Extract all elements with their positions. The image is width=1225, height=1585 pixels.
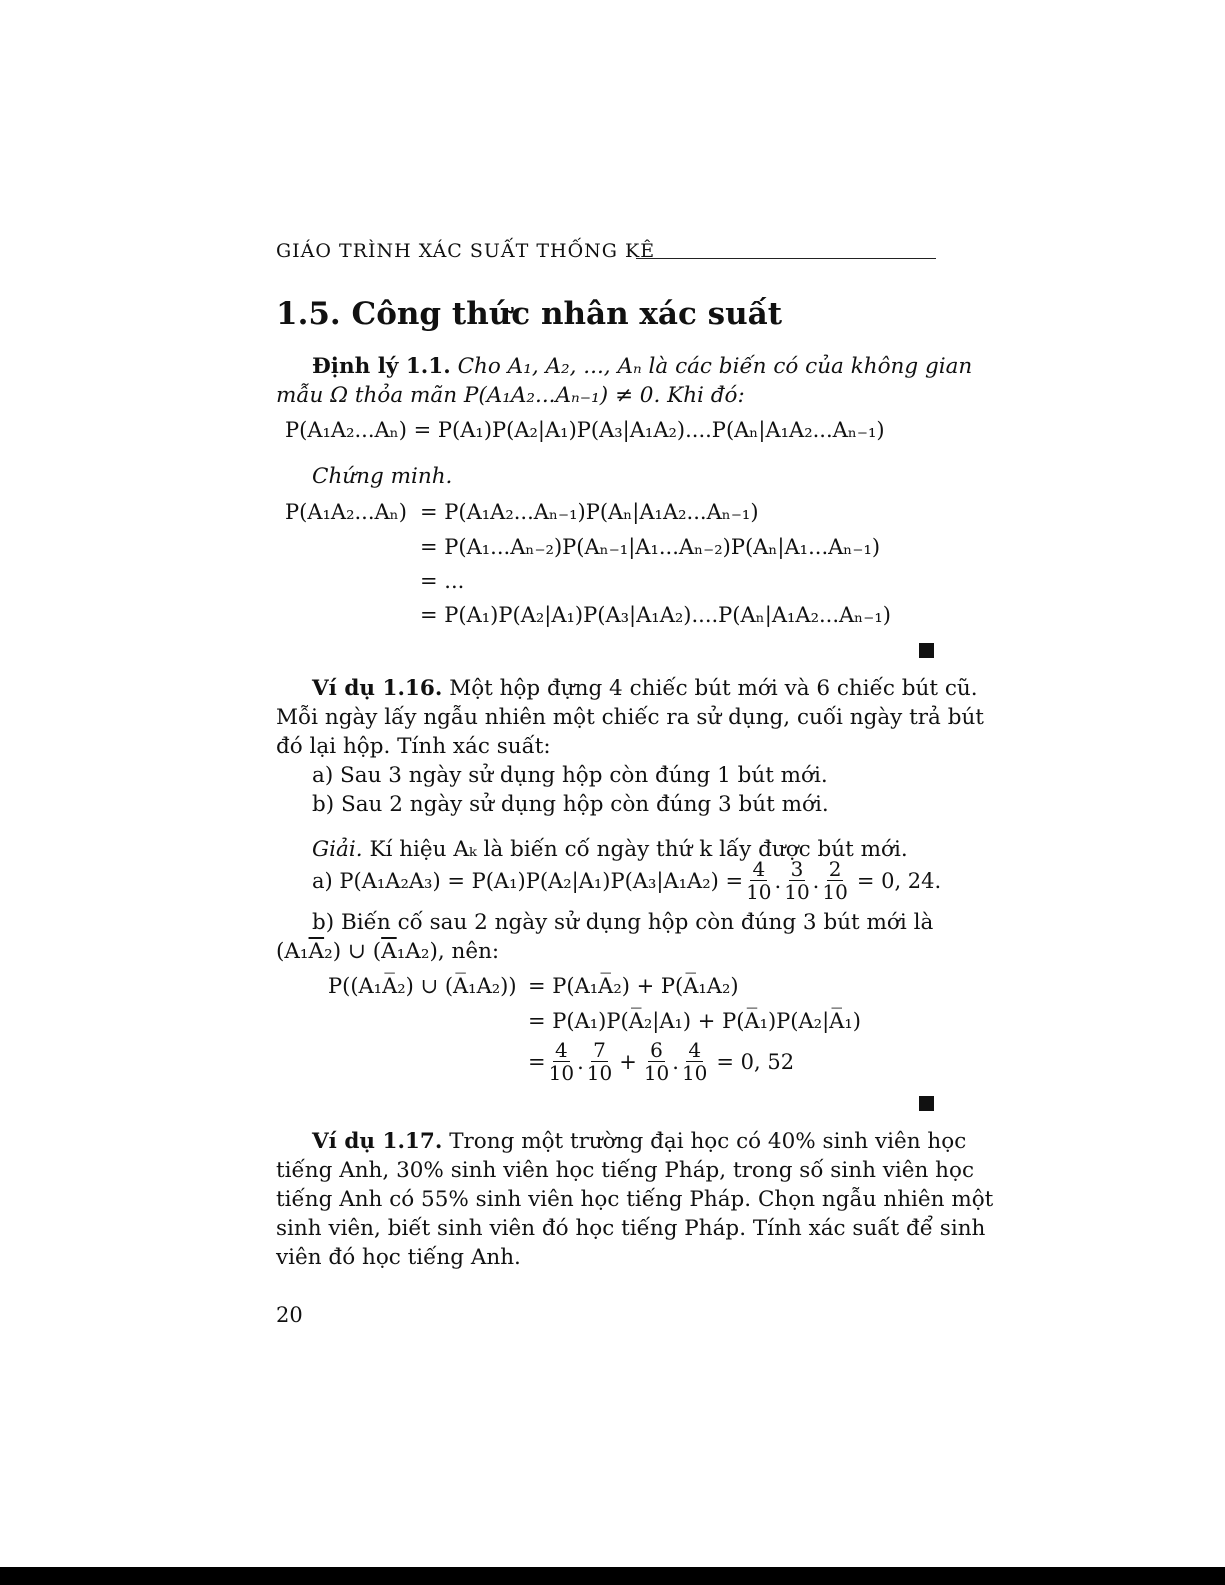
proof-line-4: = P(A₁)P(A₂|A₁)P(A₃|A₁A₂)....P(Aₙ|A₁A₂...Aₙ₋₁) bbox=[420, 603, 891, 627]
scan-bottom-edge bbox=[0, 1567, 1225, 1585]
fraction-denominator: 10 bbox=[681, 1061, 708, 1085]
solution-label: Giải. bbox=[312, 837, 363, 862]
fraction-denominator: 10 bbox=[784, 880, 810, 904]
proof-label: Chứng minh. bbox=[312, 464, 453, 489]
fraction bbox=[820, 858, 849, 903]
eq-line-3: = $\frac{4}{10}$ . $\frac{7}{10}$ + $\frac{6}{10}$ . $\frac{4}{10}$ = 0, 52 bbox=[528, 1038, 795, 1085]
fraction-denominator: 10 bbox=[586, 1061, 613, 1085]
example-17-text-5: viên đó học tiếng Anh. bbox=[276, 1245, 521, 1270]
fraction bbox=[547, 1039, 576, 1084]
fraction-numerator: 3 bbox=[790, 857, 804, 881]
example-17-line-1 bbox=[312, 1127, 966, 1156]
theorem-text-2: mẫu Ω thỏa mãn P(A₁A₂...Aₙ₋₁) ≠ 0. Khi đó: bbox=[276, 383, 745, 408]
example-17-text-1: Trong một trường đại học có 40% sinh viên học bbox=[449, 1129, 967, 1154]
solution-text: Kí hiệu Aₖ là biến cố ngày thứ k lấy được bút mới. bbox=[369, 837, 908, 862]
part-b-overline-a1: $\overline{A}$ bbox=[381, 939, 397, 964]
fraction-denominator: 10 bbox=[548, 1061, 575, 1085]
fraction-numerator: 4 bbox=[688, 1038, 702, 1062]
eq-line-2: = P(A₁)P(A̅₂|A₁) + P(A̅₁)P(A₂|A̅₁) bbox=[528, 1009, 861, 1033]
example-16-item-a: a) Sau 3 ngày sử dụng hộp còn đúng 1 bút mới. bbox=[312, 763, 828, 788]
running-header: GIÁO TRÌNH XÁC SUẤT THỐNG KÊ bbox=[276, 240, 656, 262]
proof-lhs: P(A₁A₂...Aₙ) bbox=[285, 500, 407, 524]
part-b-seg: ₂) ∪ ( bbox=[324, 939, 382, 964]
eq-lhs: P((A₁A̅₂) ∪ (A̅₁A₂)) bbox=[328, 974, 517, 998]
fraction-numerator: 2 bbox=[828, 857, 842, 881]
example-16-line-1 bbox=[312, 674, 978, 703]
part-a-text: a) P(A₁A₂A₃) = P(A₁)P(A₂|A₁)P(A₃|A₁A₂) = bbox=[312, 868, 744, 893]
header-rule bbox=[636, 258, 936, 259]
fraction-numerator: 4 bbox=[752, 857, 766, 881]
fraction bbox=[642, 1039, 671, 1084]
fraction bbox=[782, 858, 811, 903]
example-17-text-2: tiếng Anh, 30% sinh viên học tiếng Pháp, trong số sinh viên học bbox=[276, 1158, 975, 1183]
fraction bbox=[585, 1039, 614, 1084]
theorem-label: Định lý 1.1. bbox=[312, 354, 451, 379]
page-number: 20 bbox=[276, 1303, 303, 1327]
example-17-label: Ví dụ 1.17. bbox=[312, 1129, 443, 1154]
proof-line-3: = ... bbox=[420, 569, 465, 593]
fraction bbox=[744, 858, 773, 903]
qed-square-2 bbox=[919, 1096, 934, 1111]
fraction-denominator: 10 bbox=[746, 880, 772, 904]
theorem-line-1 bbox=[312, 352, 972, 381]
fraction-denominator: 10 bbox=[643, 1061, 670, 1085]
eq-line-3-result: = 0, 52 bbox=[716, 1049, 795, 1074]
proof-line-2: = P(A₁...Aₙ₋₂)P(Aₙ₋₁|A₁...Aₙ₋₂)P(Aₙ|A₁...Aₙ₋₁) bbox=[420, 535, 881, 559]
part-b-seg: (A₁ bbox=[276, 939, 309, 964]
example-16-item-b: b) Sau 2 ngày sử dụng hộp còn đúng 3 bút mới. bbox=[312, 792, 829, 817]
example-17-text-4: sinh viên, biết sinh viên đó học tiếng Pháp. Tính xác suất để sinh bbox=[276, 1216, 986, 1241]
fraction-denominator: 10 bbox=[822, 880, 848, 904]
example-16-text-2: Mỗi ngày lấy ngẫu nhiên một chiếc ra sử dụng, cuối ngày trả bút bbox=[276, 705, 984, 730]
proof-line-1: = P(A₁A₂...Aₙ₋₁)P(Aₙ|A₁A₂...Aₙ₋₁) bbox=[420, 500, 759, 524]
eq-line-1: = P(A₁A̅₂) + P(A̅₁A₂) bbox=[528, 974, 739, 998]
theorem-formula: P(A₁A₂...Aₙ) = P(A₁)P(A₂|A₁)P(A₃|A₁A₂)....P(Aₙ|A₁A₂...Aₙ₋₁) bbox=[285, 418, 885, 442]
example-17-text-3: tiếng Anh có 55% sinh viên học tiếng Pháp. Chọn ngẫu nhiên một bbox=[276, 1187, 994, 1212]
fraction-numerator: 4 bbox=[554, 1038, 568, 1062]
qed-square-1 bbox=[919, 643, 934, 658]
fraction-numerator: 7 bbox=[593, 1038, 606, 1062]
fraction bbox=[680, 1039, 709, 1084]
example-16-text-3: đó lại hộp. Tính xác suất: bbox=[276, 734, 551, 759]
part-b-seg: ₁A₂), nên: bbox=[396, 939, 500, 964]
part-a-equation: a) P(A₁A₂A₃) = P(A₁)P(A₂|A₁)P(A₃|A₁A₂) = $\frac{4}{10}$ . $\frac{3}{10}$ . $\frac{2}{10}$ = 0, 24. bbox=[312, 857, 942, 904]
section-title: 1.5. Công thức nhân xác suất bbox=[276, 296, 783, 332]
part-b-line-2 bbox=[276, 937, 499, 966]
part-b-overline-a2: $\overline{A}$ bbox=[308, 939, 325, 964]
part-a-result: = 0, 24. bbox=[856, 868, 942, 893]
example-16-label: Ví dụ 1.16. bbox=[312, 676, 443, 701]
theorem-text-1: Cho A₁, A₂, ..., Aₙ là các biến có của không gian bbox=[457, 354, 973, 379]
example-16-text-1: Một hộp đựng 4 chiếc bút mới và 6 chiếc bút cũ. bbox=[449, 676, 978, 701]
part-b-line-1: b) Biến cố sau 2 ngày sử dụng hộp còn đúng 3 bút mới là bbox=[312, 910, 934, 935]
fraction-numerator: 6 bbox=[650, 1038, 663, 1062]
